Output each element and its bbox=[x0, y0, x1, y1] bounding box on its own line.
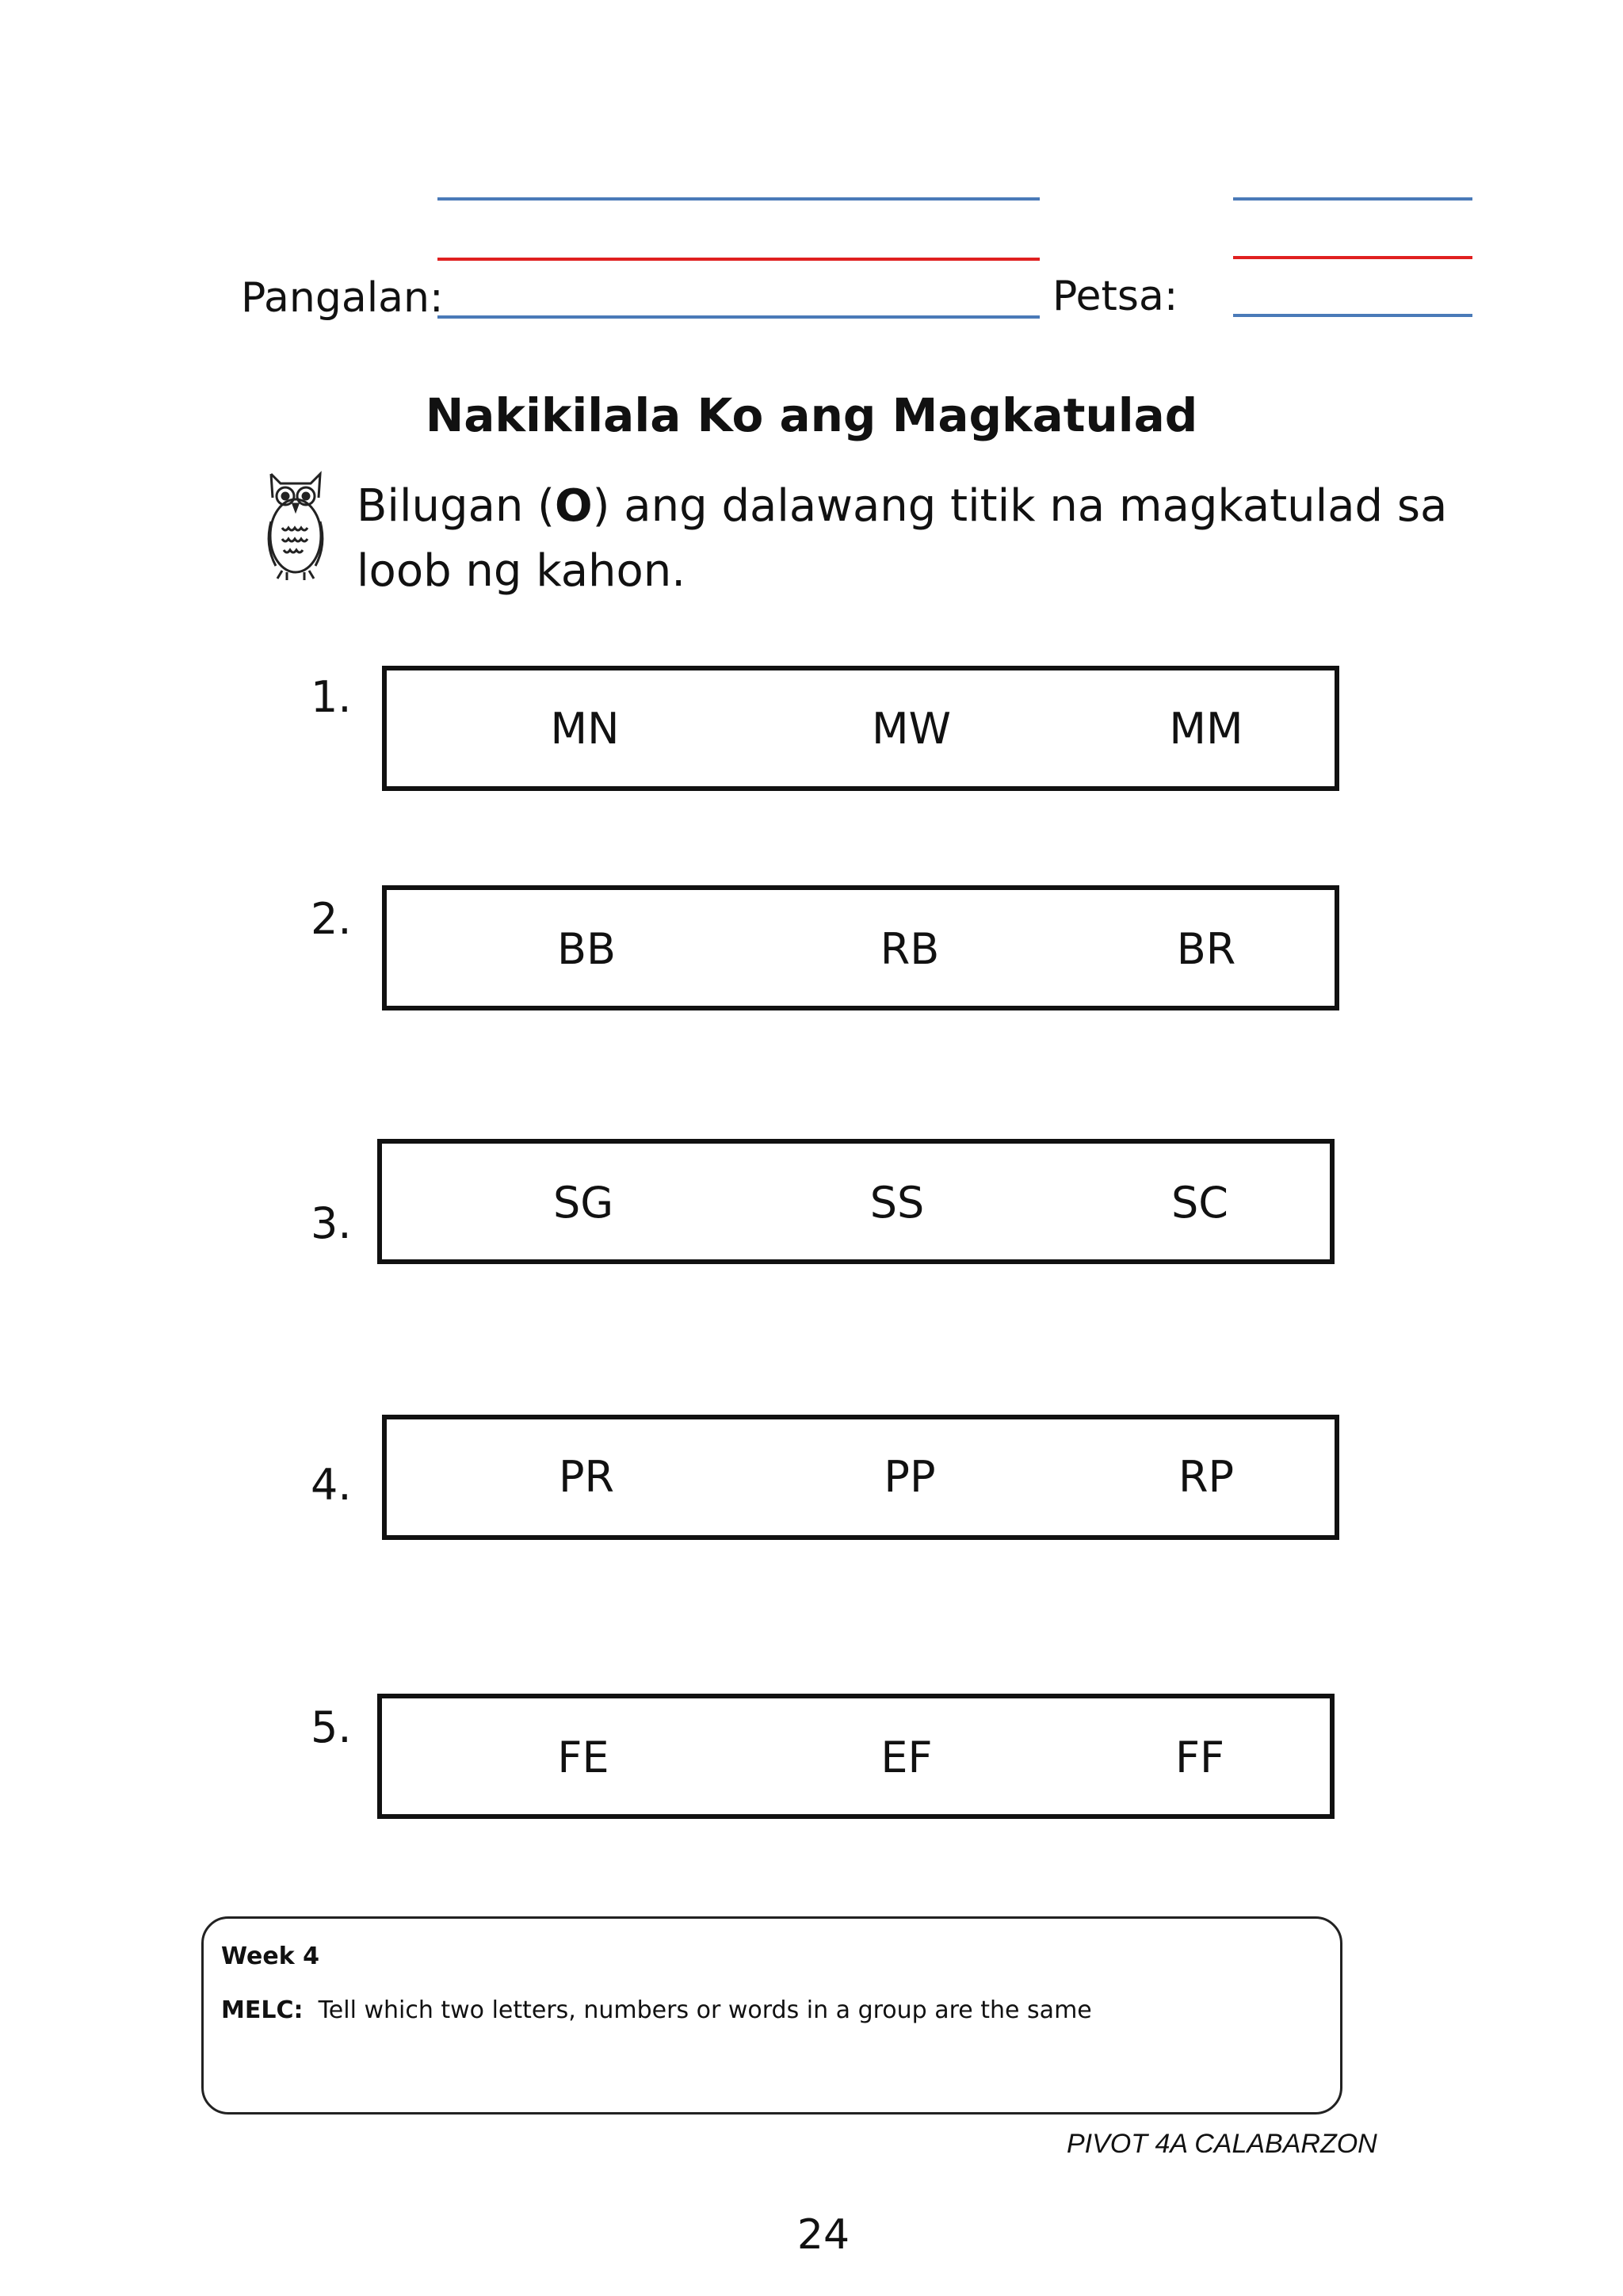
letter-pair-option[interactable]: EF bbox=[880, 1733, 933, 1782]
name-line-middle bbox=[437, 258, 1040, 261]
letter-pair-option[interactable]: BR bbox=[1176, 924, 1236, 974]
date-label: Petsa: bbox=[1052, 273, 1178, 320]
letter-pair-option[interactable]: RP bbox=[1178, 1452, 1235, 1502]
letter-pair-option[interactable]: MM bbox=[1169, 704, 1243, 754]
name-line-bottom[interactable] bbox=[437, 315, 1040, 319]
item-number: 4. bbox=[311, 1460, 352, 1510]
letter-pair-option[interactable]: SG bbox=[552, 1178, 614, 1228]
circle-symbol: O bbox=[555, 480, 593, 532]
worksheet-title: Nakikilala Ko ang Magkatulad bbox=[425, 388, 1198, 442]
name-line-top bbox=[437, 197, 1040, 201]
letter-pair-option[interactable]: PR bbox=[558, 1452, 615, 1502]
item-number: 3. bbox=[311, 1198, 352, 1248]
item-number: 5. bbox=[311, 1702, 352, 1752]
letter-pair-option[interactable]: FF bbox=[1174, 1733, 1225, 1782]
letter-pair-option[interactable]: MN bbox=[550, 704, 620, 754]
letter-pair-option[interactable]: MW bbox=[872, 704, 951, 754]
letter-pair-option[interactable]: SC bbox=[1171, 1178, 1228, 1228]
date-line-top bbox=[1233, 197, 1472, 201]
date-line-bottom[interactable] bbox=[1233, 314, 1472, 317]
week-label: Week 4 bbox=[221, 1943, 319, 1970]
owl-icon bbox=[260, 466, 331, 585]
page-number: 24 bbox=[796, 2211, 850, 2259]
name-label: Pangalan: bbox=[241, 274, 444, 322]
item-number: 1. bbox=[311, 672, 352, 722]
footer-publisher: PIVOT 4A CALABARZON bbox=[1067, 2129, 1377, 2159]
melc-box bbox=[201, 1916, 1342, 2115]
item-number: 2. bbox=[311, 894, 352, 944]
letter-pair-option[interactable]: FE bbox=[557, 1733, 609, 1782]
instructions: Bilugan (O) ang dalawang titik na magkatulad sa loob ng kahon. bbox=[357, 480, 1448, 597]
date-line-middle bbox=[1233, 256, 1472, 259]
letter-pair-option[interactable]: PP bbox=[884, 1452, 936, 1502]
melc-text: MELC: Tell which two letters, numbers or words in a group are the same bbox=[221, 1996, 1092, 2024]
letter-pair-option[interactable]: BB bbox=[556, 924, 617, 974]
letter-pair-option[interactable]: SS bbox=[869, 1178, 925, 1228]
letter-pair-option[interactable]: RB bbox=[880, 924, 940, 974]
